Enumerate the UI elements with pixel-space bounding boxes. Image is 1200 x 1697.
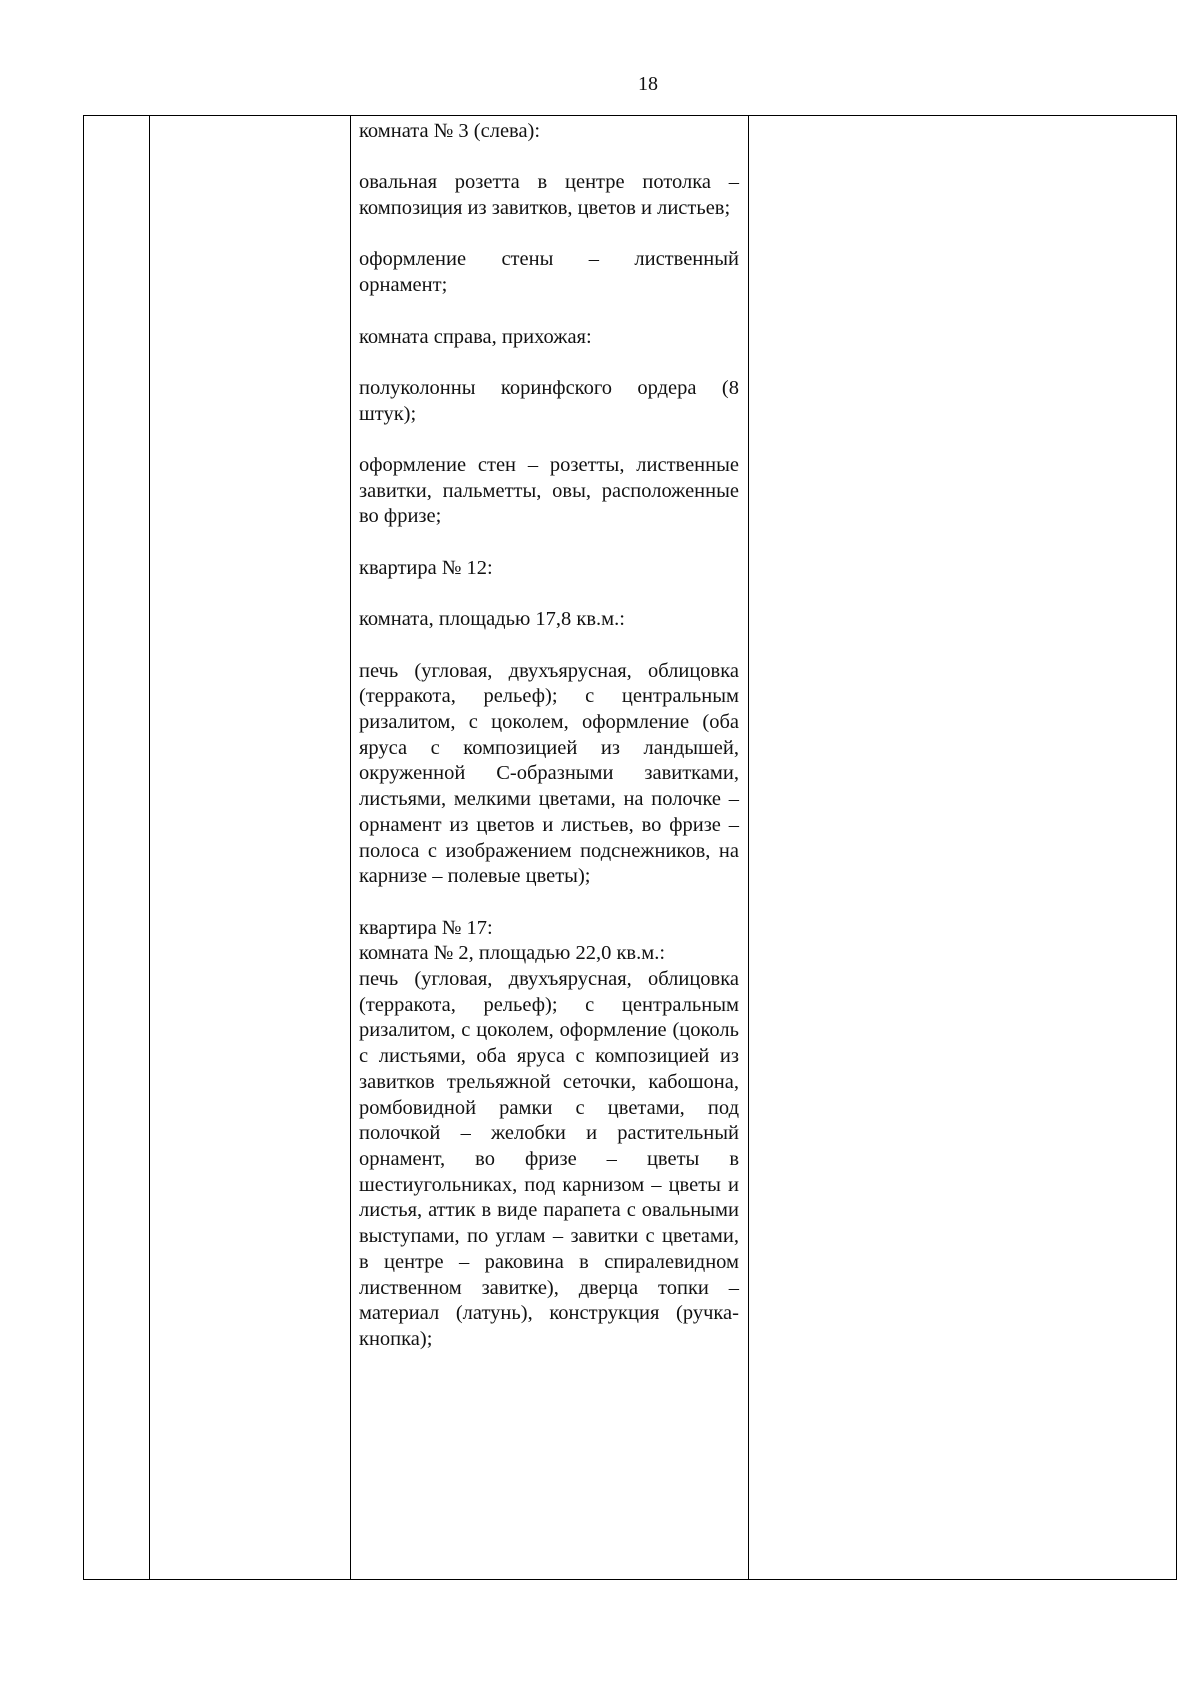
paragraph-stove-apartment-12: печь (угловая, двухъярусная, облицовка (терракота, рельеф); с центральным ризалитом, с цоколем, оформление (оба яруса с композицией из ландышей, окруженной С-образными завитками, листьями, мелкими цветами, на полочке – орнамент из цветов и листьев, во фризе – полоса с изображением подснежников, на карнизе – полевые цветы); [359, 659, 739, 888]
table-cell-description [359, 119, 743, 1579]
table-column-divider-2 [350, 116, 351, 1579]
page-number: 18 [638, 73, 658, 95]
paragraph-apartment-17-heading: квартира № 17: [359, 916, 493, 939]
paragraph-stove-apartment-17: печь (угловая, двухъярусная, облицовка (терракота, рельеф); с центральным ризалитом, с цоколем, оформление (цоколь с листьями, оба яруса с композицией из завитков трельяжной сеточки, кабошона, ромбовидной рамки с цветами, под полочкой – желобки и растительный орнамент, во фризе – цветы в шестиугольниках, под карнизом – цветы и листья, аттик в виде парапета с овальными выступами, по углам – завитки с цветами, в центре – раковина в спиралевидном лиственном завитке), дверца топки – материал (латунь), конструкция (ручка-кнопка); [359, 968, 739, 1350]
paragraph-room-area-17-8: комната, площадью 17,8 кв.м.: [359, 608, 625, 631]
table-column-divider-3 [748, 116, 749, 1579]
paragraph-apartment-12-heading: квартира № 12: [359, 556, 493, 579]
paragraph-room-2-area-22-0: комната № 2, площадью 22,0 кв.м.: [359, 942, 666, 965]
document-table [83, 115, 1177, 1580]
paragraph-walls-decoration: оформление стен – розетты, лиственные завитки, пальметты, овы, расположенные во фризе; [359, 454, 739, 528]
table-column-divider-1 [149, 116, 150, 1579]
paragraph-hallway-heading: комната справа, прихожая: [359, 325, 592, 348]
paragraph-room-3-heading: комната № 3 (слева): [359, 120, 541, 142]
paragraph-wall-decoration: оформление стены – лиственный орнамент; [359, 248, 739, 297]
paragraph-half-columns: полуколонны коринфского ордера (8 штук); [359, 376, 739, 425]
paragraph-ceiling-rosette: овальная розетта в центре потолка – композиция из завитков, цветов и листьев; [359, 171, 739, 220]
